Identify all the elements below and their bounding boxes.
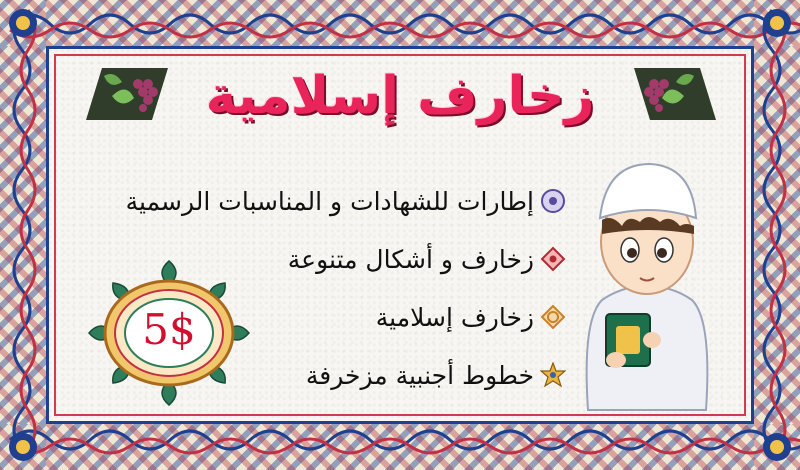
feature-label: خطوط أجنبية مزخرفة: [305, 360, 534, 390]
arabesque-ornament-icon: [540, 304, 566, 330]
boy-with-quran-illustration: [572, 150, 722, 412]
list-item: [126, 172, 566, 230]
price-badge: [84, 258, 254, 408]
arabesque-ornament-icon: [540, 246, 566, 272]
feature-label: زخارف إسلامية: [375, 302, 534, 332]
price-value: 5$: [142, 305, 196, 354]
arabesque-ornament-icon: [540, 188, 566, 214]
feature-label: زخارف و أشكال متنوعة: [287, 244, 534, 274]
star-ornament-icon: [540, 362, 566, 388]
feature-label: إطارات للشهادات و المناسبات الرسمية: [125, 186, 534, 216]
page-title: زخارف إسلامية: [205, 66, 595, 126]
